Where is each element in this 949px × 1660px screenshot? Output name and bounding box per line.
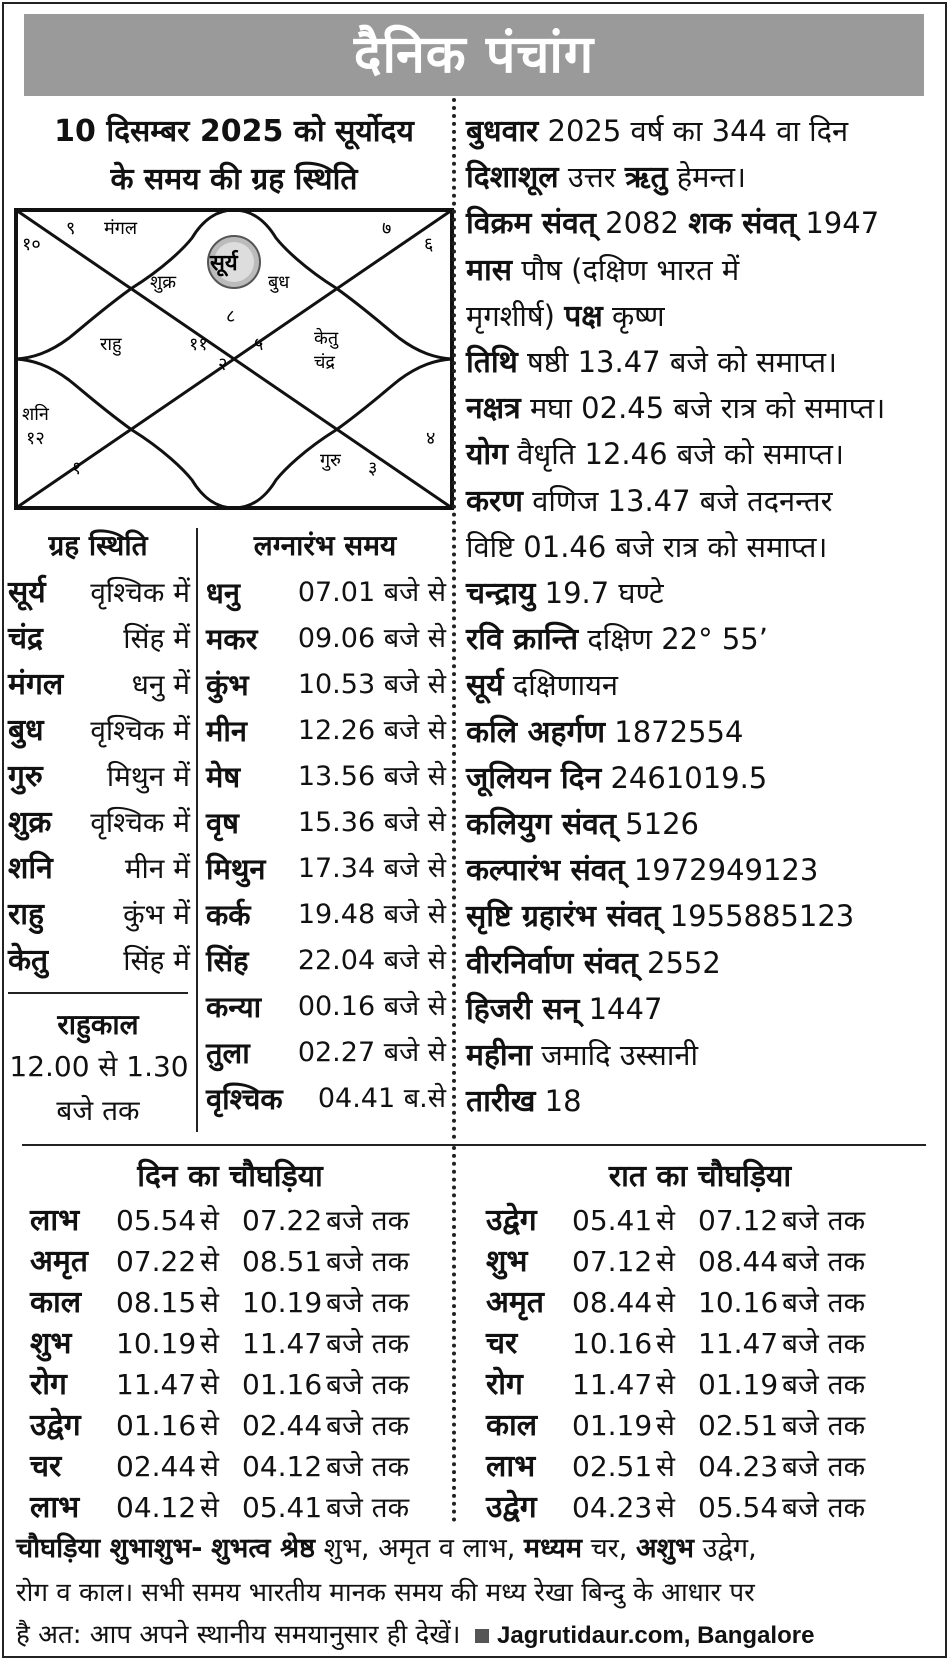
planet-budh: बुध bbox=[268, 272, 290, 293]
choghadiya-name: लाभ bbox=[30, 1490, 80, 1525]
choghadiya-divider bbox=[22, 1144, 926, 1146]
choghadiya-sep: से bbox=[656, 1245, 675, 1278]
footer-shubh-text: शुभ, अमृत व लाभ, bbox=[323, 1533, 516, 1564]
choghadiya-to: 04.23 bbox=[698, 1450, 779, 1483]
panchang-row bbox=[466, 1078, 946, 1125]
house-2: २ bbox=[218, 354, 228, 375]
panchang-value: उत्तर bbox=[567, 160, 616, 195]
footer-line-3 bbox=[16, 1612, 936, 1659]
choghadiya-name: शुभ bbox=[30, 1326, 72, 1361]
panchang-value: जमादि उस्सानी bbox=[541, 1038, 698, 1072]
house-9: ९ bbox=[66, 218, 76, 239]
choghadiya-suffix: बजे तक bbox=[326, 1327, 410, 1360]
planet-rahu: राहु bbox=[100, 334, 122, 355]
panchang-row bbox=[466, 431, 946, 478]
choghadiya-name: लाभ bbox=[30, 1203, 80, 1238]
choghadiya-sep: से bbox=[200, 1368, 219, 1401]
rahukal-suffix: बजे तक bbox=[56, 1094, 140, 1127]
footer-shubh-label: शुभत्व श्रेष्ठ bbox=[211, 1533, 315, 1564]
house-7: ७ bbox=[382, 218, 392, 239]
graha-value: वृश्चिक में bbox=[90, 576, 190, 609]
planet-guru: गुरु bbox=[320, 450, 341, 471]
choghadiya-to: 08.44 bbox=[698, 1245, 779, 1278]
footer-note: है अत: आप अपने स्थानीय समयानुसार ही देखें। bbox=[16, 1620, 461, 1650]
choghadiya-from: 04.23 bbox=[572, 1491, 653, 1524]
choghadiya-suffix: बजे तक bbox=[782, 1409, 866, 1442]
panchang-label: मास bbox=[466, 252, 512, 288]
panchang-row bbox=[466, 755, 946, 802]
footer-ashubh-label: अशुभ bbox=[635, 1533, 694, 1564]
panchang-label-2: शक संवत् bbox=[688, 206, 797, 242]
choghadiya-name: काल bbox=[30, 1285, 82, 1320]
choghadiya-to: 05.41 bbox=[242, 1491, 323, 1524]
graha-name: शुक्र bbox=[8, 805, 52, 840]
house-6: ६ bbox=[424, 234, 434, 255]
graha-name: राहु bbox=[8, 897, 44, 932]
graha-lagna-divider bbox=[196, 528, 198, 1132]
graha-name: मंगल bbox=[8, 667, 64, 702]
panchang-label: वीरनिर्वाण संवत् bbox=[466, 945, 638, 981]
panchang-label: कल्पारंभ संवत् bbox=[466, 853, 625, 889]
panchang-label: बुधवार bbox=[466, 114, 539, 149]
panchang-row bbox=[466, 940, 946, 987]
panchang-row bbox=[466, 893, 946, 940]
choghadiya-name: काल bbox=[486, 1408, 538, 1443]
rahukal-time: 12.00 से 1.30 bbox=[9, 1050, 189, 1083]
choghadiya-to: 08.51 bbox=[242, 1245, 323, 1278]
choghadiya-to: 01.16 bbox=[242, 1368, 323, 1401]
choghadiya-sep: से bbox=[200, 1245, 219, 1278]
graha-value: कुंभ में bbox=[123, 898, 190, 931]
choghadiya-from: 10.19 bbox=[116, 1327, 197, 1360]
lagna-name: कर्क bbox=[206, 898, 251, 932]
choghadiya-from: 11.47 bbox=[116, 1368, 197, 1401]
rahukal-label: राहुकाल bbox=[57, 1008, 139, 1041]
panchang-value: पौष (दक्षिण भारत में bbox=[521, 252, 740, 287]
choghadiya-to: 02.51 bbox=[698, 1409, 779, 1442]
choghadiya-sep: से bbox=[656, 1450, 675, 1483]
column-divider bbox=[452, 98, 456, 1140]
panchang-value: 2461019.5 bbox=[610, 760, 768, 795]
choghadiya-suffix: बजे तक bbox=[782, 1204, 866, 1237]
panchang-row bbox=[466, 847, 946, 894]
panchang-label: योग bbox=[466, 437, 509, 473]
panchang-label: दिशाशूल bbox=[466, 160, 559, 196]
choghadiya-suffix: बजे तक bbox=[326, 1368, 410, 1401]
choghadiya-from: 08.15 bbox=[116, 1286, 197, 1319]
choghadiya-suffix: बजे तक bbox=[782, 1368, 866, 1401]
panchang-value: 1872554 bbox=[614, 714, 744, 749]
choghadiya-to: 07.22 bbox=[242, 1204, 323, 1237]
panchang-value: मघा 02.45 बजे रात्र को समाप्त। bbox=[529, 391, 886, 426]
choghadiya-sep: से bbox=[200, 1327, 219, 1360]
house-12: १२ bbox=[26, 428, 45, 449]
graha-value: सिंह में bbox=[123, 944, 190, 977]
choghadiya-sep: से bbox=[200, 1450, 219, 1483]
panchang-value: मृगशीर्ष) bbox=[466, 298, 555, 333]
lagna-time: 15.36 बजे से bbox=[297, 807, 446, 838]
footer-credit: Jagrutidaur.com, Bangalore bbox=[497, 1622, 815, 1649]
graha-value: वृश्चिक में bbox=[90, 806, 190, 839]
house-5: ५ bbox=[254, 334, 264, 355]
lagna-name: सिंह bbox=[206, 944, 249, 978]
house-11: ११ bbox=[189, 334, 208, 355]
choghadiya-from: 02.44 bbox=[116, 1450, 197, 1483]
choghadiya-suffix: बजे तक bbox=[326, 1245, 410, 1278]
panchang-value-2: कृष्ण bbox=[611, 298, 665, 333]
choghadiya-to: 02.44 bbox=[242, 1409, 323, 1442]
panchang-value: 1955885123 bbox=[669, 899, 855, 934]
choghadiya-sep: से bbox=[656, 1409, 675, 1442]
footer-line-2: रोग व काल। सभी समय भारतीय मानक समय की मध्य रेखा बिन्दु के आधार पर bbox=[16, 1578, 755, 1608]
choghadiya-to: 10.19 bbox=[242, 1286, 323, 1319]
panchang-value: वणिज 13.47 बजे तदनन्तर bbox=[532, 483, 833, 518]
panchang-label: महीना bbox=[466, 1038, 533, 1073]
panchang-row bbox=[466, 570, 946, 617]
lagna-name: मिथुन bbox=[206, 852, 266, 886]
panchang-row bbox=[466, 247, 946, 294]
choghadiya-from: 10.16 bbox=[572, 1327, 653, 1360]
choghadiya-sep: से bbox=[656, 1286, 675, 1319]
panchang-value: 2025 वर्ष का 344 वा दिन bbox=[547, 114, 849, 148]
graha-name: केतु bbox=[8, 943, 49, 978]
choghadiya-suffix: बजे तक bbox=[782, 1491, 866, 1524]
choghadiya-to: 04.12 bbox=[242, 1450, 323, 1483]
lagna-time: 04.41 ब.से bbox=[317, 1083, 446, 1114]
page-title: दैनिक पंचांग bbox=[24, 14, 924, 96]
choghadiya-suffix: बजे तक bbox=[326, 1491, 410, 1524]
planet-mangal: मंगल bbox=[104, 218, 138, 239]
lagna-time: 12.26 बजे से bbox=[297, 715, 446, 746]
panchang-label: रवि क्रान्ति bbox=[466, 622, 579, 658]
house-10: १० bbox=[22, 234, 41, 255]
choghadiya-name: शुभ bbox=[486, 1244, 528, 1279]
choghadiya-from: 05.41 bbox=[572, 1204, 653, 1237]
kundli-chart bbox=[14, 208, 454, 510]
choghadiya-name: उद्वेग bbox=[486, 1203, 537, 1238]
choghadiya-to: 01.19 bbox=[698, 1368, 779, 1401]
panchang-label: विक्रम संवत् bbox=[466, 206, 596, 242]
footer-ashubh-text: उद्वेग, bbox=[702, 1533, 757, 1564]
choghadiya-sep: से bbox=[200, 1409, 219, 1442]
graha-name: गुरु bbox=[8, 759, 43, 794]
choghadiya-name: चर bbox=[30, 1449, 62, 1484]
panchang-row bbox=[466, 524, 946, 570]
panchang-row bbox=[466, 154, 946, 201]
panchang-label: सूर्य bbox=[466, 668, 504, 704]
lagna-name: वृष bbox=[206, 806, 239, 840]
choghadiya-name: रोग bbox=[486, 1367, 523, 1402]
choghadiya-from: 08.44 bbox=[572, 1286, 653, 1319]
choghadiya-from: 11.47 bbox=[572, 1368, 653, 1401]
panchang-label: चन्द्रायु bbox=[466, 576, 536, 611]
footer-madhyam-text: चर, bbox=[590, 1533, 628, 1564]
lagna-name: तुला bbox=[206, 1036, 250, 1070]
lagna-name: कुंभ bbox=[206, 668, 249, 702]
panchang-value: दक्षिण 22° 55’ bbox=[587, 622, 768, 657]
panchang-label-2: ऋतु bbox=[624, 160, 668, 196]
lagna-name: मेष bbox=[206, 760, 241, 794]
panchang-value: 1447 bbox=[588, 991, 663, 1026]
panchang-row bbox=[466, 339, 946, 386]
panchang-label: तारीख bbox=[466, 1084, 536, 1120]
planet-chandra: चंद्र bbox=[314, 352, 335, 373]
choghadiya-name: अमृत bbox=[30, 1244, 88, 1279]
panchang-value: 2082 bbox=[605, 206, 679, 241]
rahukal-divider bbox=[8, 992, 188, 994]
din-choghadiya-title: दिन का चौघड़िया bbox=[137, 1159, 323, 1194]
choghadiya-suffix: बजे तक bbox=[782, 1450, 866, 1483]
panchang-label-2: पक्ष bbox=[564, 298, 603, 334]
panchang-label: सृष्टि ग्रहारंभ संवत् bbox=[466, 899, 661, 935]
lagna-time: 02.27 बजे से bbox=[297, 1037, 446, 1068]
panchang-value: षष्ठी 13.47 बजे को समाप्त। bbox=[527, 345, 838, 379]
choghadiya-sep: से bbox=[656, 1491, 675, 1524]
choghadiya-suffix: बजे तक bbox=[782, 1327, 866, 1360]
footer-choghadiya-label: चौघड़िया शुभाशुभ- bbox=[16, 1533, 203, 1564]
panchang-label: कलि अहर्गण bbox=[466, 714, 606, 750]
graha-name: सूर्य bbox=[8, 575, 46, 610]
panchang-row bbox=[466, 293, 946, 340]
choghadiya-to: 05.54 bbox=[698, 1491, 779, 1524]
raat-choghadiya-title: रात का चौघड़िया bbox=[608, 1159, 792, 1194]
lagna-time: 13.56 बजे से bbox=[297, 761, 446, 792]
choghadiya-name: अमृत bbox=[486, 1285, 544, 1320]
lagna-name: मकर bbox=[206, 622, 258, 656]
chart-heading-line1: 10 दिसम्बर 2025 को सूर्योदय bbox=[54, 114, 414, 149]
panchang-value: विष्टि 01.46 बजे रात्र को समाप्त। bbox=[466, 529, 828, 564]
choghadiya-to: 11.47 bbox=[242, 1327, 323, 1360]
choghadiya-suffix: बजे तक bbox=[782, 1286, 866, 1319]
choghadiya-sep: से bbox=[200, 1204, 219, 1237]
panchang-row bbox=[466, 616, 946, 663]
graha-value: धनु में bbox=[131, 668, 190, 701]
choghadiya-sep: से bbox=[200, 1491, 219, 1524]
choghadiya-from: 01.16 bbox=[116, 1409, 197, 1442]
choghadiya-sep: से bbox=[656, 1327, 675, 1360]
choghadiya-suffix: बजे तक bbox=[326, 1450, 410, 1483]
graha-value: मिथुन में bbox=[106, 760, 190, 793]
planet-ketu: केतु bbox=[314, 328, 339, 349]
panchang-value: 5126 bbox=[625, 807, 699, 841]
house-4: ४ bbox=[426, 428, 436, 449]
panchang-row bbox=[466, 801, 946, 848]
panchang-value: 19.7 घण्टे bbox=[544, 576, 664, 610]
lagna-time: 17.34 बजे से bbox=[297, 853, 446, 884]
panchang-row bbox=[466, 1032, 946, 1079]
choghadiya-name: उद्वेग bbox=[30, 1408, 81, 1443]
lagna-time: 10.53 बजे से bbox=[297, 669, 446, 700]
panchang-label: जूलियन दिन bbox=[466, 760, 602, 796]
footer-line-1 bbox=[16, 1526, 936, 1572]
choghadiya-sep: से bbox=[656, 1368, 675, 1401]
panchang-row bbox=[466, 108, 946, 155]
panchang-label: करण bbox=[466, 483, 523, 519]
choghadiya-to: 11.47 bbox=[698, 1327, 779, 1360]
choghadiya-suffix: बजे तक bbox=[326, 1286, 410, 1319]
house-3: ३ bbox=[368, 458, 378, 479]
panchang-value-2: 1947 bbox=[805, 206, 880, 241]
panchang-row bbox=[466, 986, 946, 1033]
lagna-time: 00.16 बजे से bbox=[297, 991, 446, 1022]
panchang-value: 2552 bbox=[647, 945, 721, 980]
lagna-name: कन्या bbox=[206, 990, 262, 1024]
lagna-name: धनु bbox=[206, 576, 240, 610]
panchang-value: 18 bbox=[544, 1084, 582, 1119]
lagna-time: 22.04 बजे से bbox=[297, 945, 446, 976]
panchang-row bbox=[466, 200, 946, 247]
panchang-label: कलियुग संवत् bbox=[466, 807, 616, 842]
choghadiya-from: 07.22 bbox=[116, 1245, 197, 1278]
lagna-name: मीन bbox=[206, 714, 247, 748]
choghadiya-name: रोग bbox=[30, 1367, 67, 1402]
choghadiya-from: 01.19 bbox=[572, 1409, 653, 1442]
chart-heading-line2: के समय की ग्रह स्थिति bbox=[110, 162, 358, 197]
footer-madhyam-label: मध्यम bbox=[523, 1533, 583, 1564]
panchang-row bbox=[466, 385, 946, 432]
choghadiya-suffix: बजे तक bbox=[782, 1245, 866, 1278]
lagna-name: वृश्चिक bbox=[206, 1082, 283, 1116]
choghadiya-name: चर bbox=[486, 1326, 518, 1361]
panchang-row bbox=[466, 709, 946, 756]
panchang-value: वैधृति 12.46 बजे को समाप्त। bbox=[517, 437, 844, 472]
graha-value: मीन में bbox=[124, 852, 190, 885]
choghadiya-suffix: बजे तक bbox=[326, 1204, 410, 1237]
panchang-row bbox=[466, 662, 946, 709]
panchang-row bbox=[466, 478, 946, 525]
choghadiya-column-divider bbox=[452, 1146, 456, 1522]
planet-shukra: शुक्र bbox=[150, 272, 177, 293]
panchang-value-2: हेमन्त। bbox=[676, 160, 746, 195]
panchang-label: तिथि bbox=[466, 345, 518, 380]
choghadiya-to: 07.12 bbox=[698, 1204, 779, 1237]
panchang-value: दक्षिणायन bbox=[512, 668, 619, 703]
graha-value: सिंह में bbox=[123, 622, 190, 655]
planet-surya: सूर्य bbox=[210, 251, 238, 276]
house-8: ८ bbox=[226, 306, 236, 327]
choghadiya-to: 10.16 bbox=[698, 1286, 779, 1319]
choghadiya-sep: से bbox=[200, 1286, 219, 1319]
choghadiya-from: 04.12 bbox=[116, 1491, 197, 1524]
choghadiya-from: 05.54 bbox=[116, 1204, 197, 1237]
graha-name: शनि bbox=[8, 851, 53, 886]
choghadiya-sep: से bbox=[656, 1204, 675, 1237]
panchang-value: 1972949123 bbox=[633, 853, 819, 888]
choghadiya-suffix: बजे तक bbox=[326, 1409, 410, 1442]
lagna-time: 19.48 बजे से bbox=[297, 899, 446, 930]
panchang-label: नक्षत्र bbox=[466, 391, 521, 427]
choghadiya-name: उद्वेग bbox=[486, 1490, 537, 1525]
lagna-time: 07.01 बजे से bbox=[297, 577, 446, 608]
graha-name: बुध bbox=[8, 713, 44, 748]
lagna-time: 09.06 बजे से bbox=[297, 623, 446, 654]
panchang-label: हिजरी सन् bbox=[466, 991, 580, 1027]
lagna-header: लग्नारंभ समय bbox=[253, 529, 397, 562]
kundli-right-curve bbox=[336, 288, 452, 430]
graha-header: ग्रह स्थिति bbox=[48, 529, 148, 562]
house-1: १ bbox=[72, 458, 82, 479]
graha-name: चंद्र bbox=[8, 621, 43, 656]
choghadiya-from: 07.12 bbox=[572, 1245, 653, 1278]
planet-shani: शनि bbox=[22, 404, 49, 425]
graha-value: वृश्चिक में bbox=[90, 714, 190, 747]
square-bullet-icon bbox=[475, 1629, 489, 1643]
kundli-bottom-curve bbox=[132, 430, 336, 508]
choghadiya-from: 02.51 bbox=[572, 1450, 653, 1483]
choghadiya-name: लाभ bbox=[486, 1449, 536, 1484]
